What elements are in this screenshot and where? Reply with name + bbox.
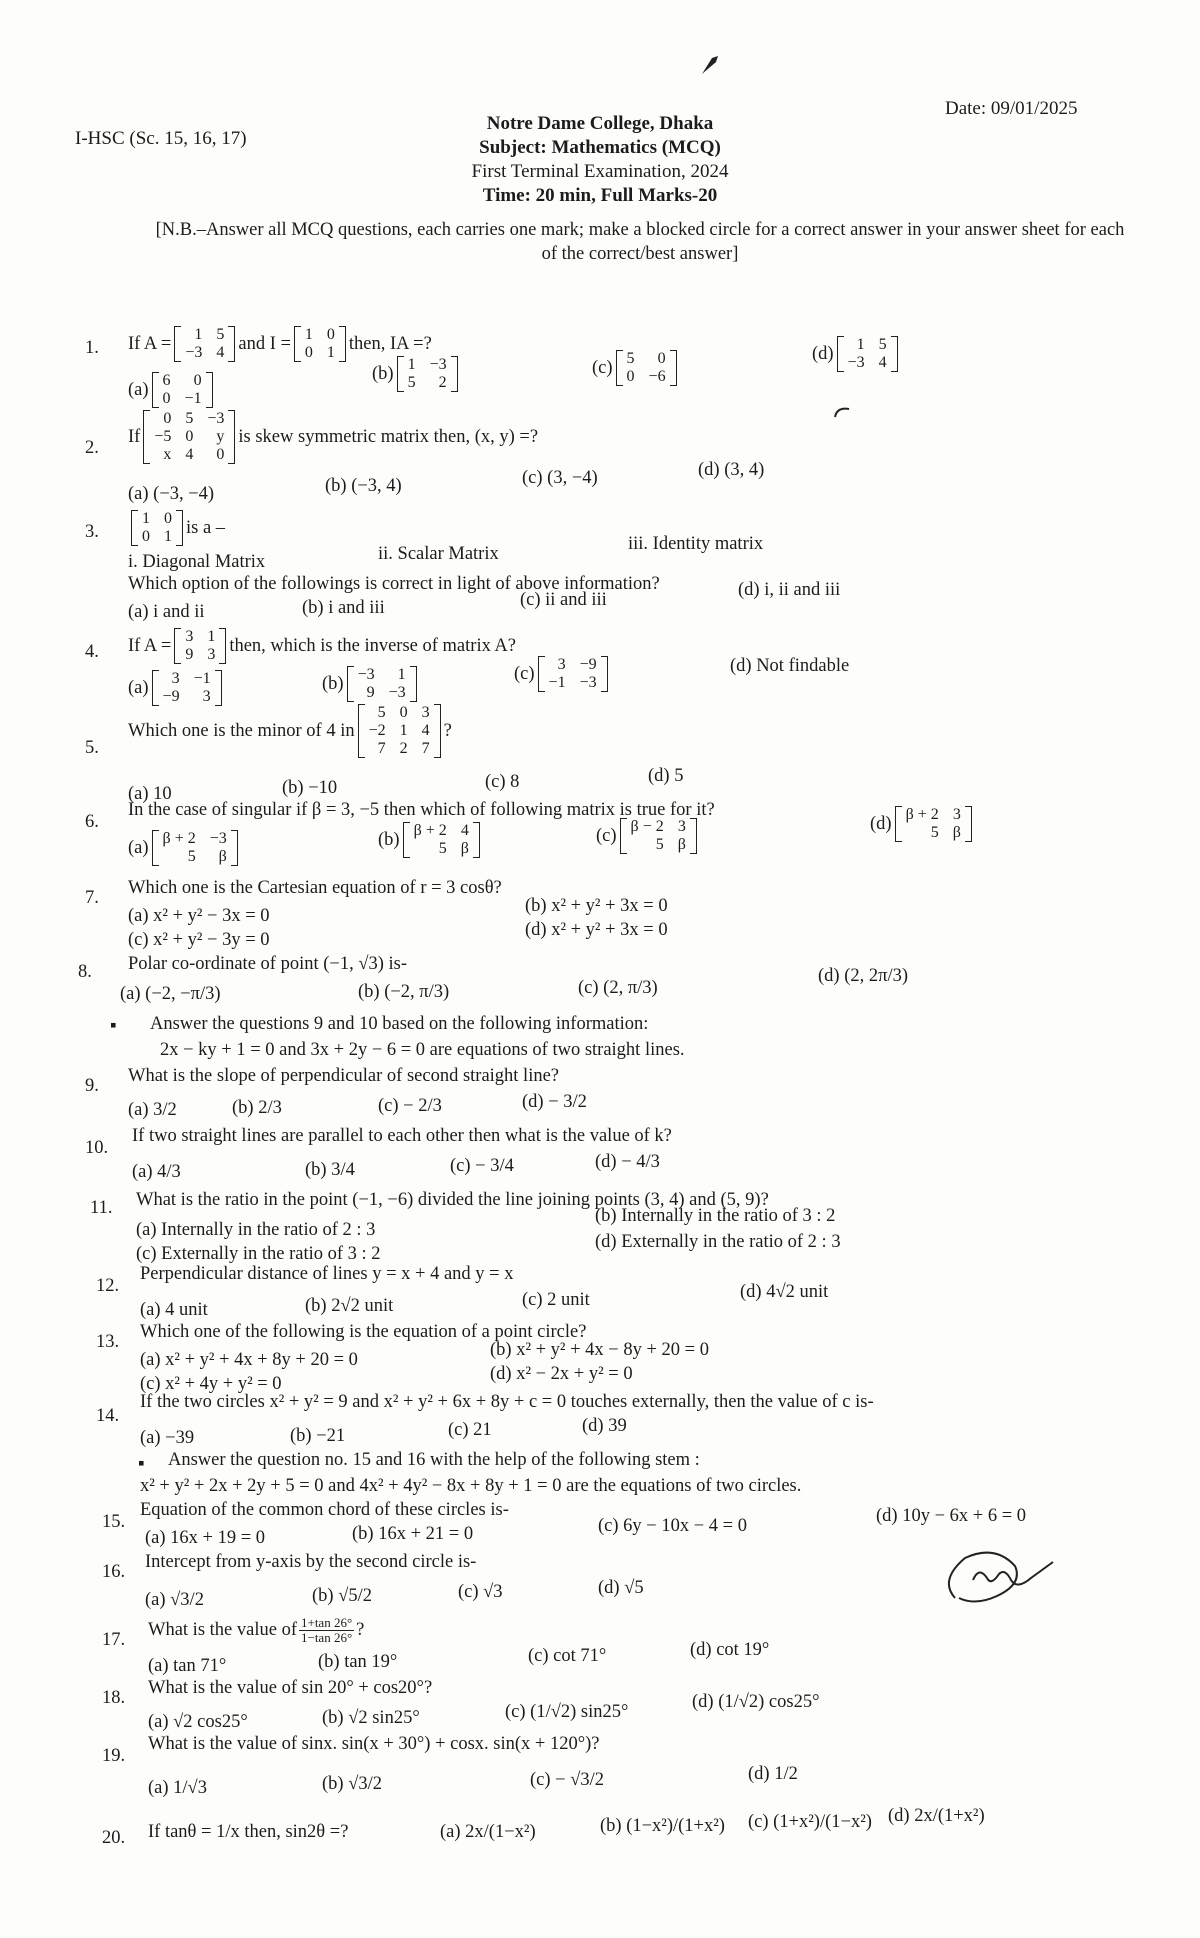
matrix-cell: −9	[579, 656, 597, 673]
q4-post: then, which is the inverse of matrix A?	[229, 635, 517, 656]
q2-option-d: (d) (3, 4)	[698, 460, 765, 480]
matrix-cell: 5	[377, 704, 386, 721]
q1-option-c-label: (c)	[592, 357, 613, 378]
matrix-cell: 1	[856, 336, 865, 353]
matrix-cell: −3	[429, 356, 447, 373]
q11-number: 11.	[90, 1198, 113, 1218]
q15-option-d: (d) 10y − 6x + 6 = 0	[876, 1506, 1026, 1526]
matrix-cell: 2	[399, 740, 408, 757]
q4-option-c-label: (c)	[514, 663, 535, 684]
matrix-cell: 5	[216, 326, 225, 343]
q18-option-d: (d) (1/√2) cos25°	[692, 1692, 820, 1712]
matrix-grid	[159, 830, 231, 866]
q6-text: In the case of singular if β = 3, −5 then which of following matrix is true for it?	[128, 800, 715, 820]
q5-option-a: (a) 10	[128, 784, 172, 804]
matrix-cell: −3	[209, 830, 227, 847]
q18-number: 18.	[102, 1688, 126, 1708]
matrix-cell: 0	[164, 510, 172, 527]
q6-number: 6.	[85, 812, 99, 832]
q19-option-b: (b) √3/2	[322, 1774, 382, 1794]
matrix-cell: β + 2	[905, 806, 939, 823]
matrix-grid	[627, 818, 690, 854]
q3-statement-iii: iii. Identity matrix	[628, 534, 764, 554]
q7-text: Which one is the Cartesian equation of r = 3 cosθ?	[128, 878, 502, 898]
q11-text: What is the ratio in the point (−1, −6) divided the line joining points (3, 4) and (5, 9)?	[136, 1190, 769, 1210]
matrix-cell: 0	[657, 350, 666, 367]
q15-option-a: (a) 16x + 19 = 0	[145, 1528, 266, 1548]
q15-number: 15.	[102, 1512, 126, 1532]
matrix-cell: β	[677, 836, 686, 853]
q17-text-pre: What is the value of	[148, 1620, 297, 1640]
q4-option-a-label: (a)	[128, 677, 149, 698]
q3-matrix	[131, 510, 183, 546]
matrix-cell: β	[218, 848, 227, 865]
class-info: I-HSC (Sc. 15, 16, 17)	[75, 128, 247, 149]
q3-statement-i: i. Diagonal Matrix	[128, 552, 266, 572]
q7-option-a: (a) x² + y² − 3x = 0	[128, 906, 270, 926]
q17-text	[148, 1616, 364, 1645]
q1-matrix-a	[174, 326, 235, 362]
q16-option-a: (a) √3/2	[145, 1590, 204, 1610]
matrix-cell: 3	[557, 656, 566, 673]
matrix-cell: 0	[185, 428, 194, 445]
q9-option-a: (a) 3/2	[128, 1100, 177, 1120]
q6-option-c	[596, 818, 700, 854]
q6-option-a	[128, 830, 241, 866]
q3-option-b: (b) i and iii	[302, 598, 385, 618]
q6-option-a-label: (a)	[128, 837, 149, 858]
q8-option-a: (a) (−2, −π/3)	[120, 984, 221, 1004]
title-block	[380, 112, 820, 208]
q11-option-b: (b) Internally in the ratio of 3 : 2	[595, 1206, 836, 1226]
matrix-cell: 2	[438, 374, 447, 391]
subject-line: Subject: Mathematics (MCQ)	[479, 137, 721, 158]
matrix-cell: 9	[185, 646, 194, 663]
q12-number: 12.	[96, 1276, 120, 1296]
q6-option-b	[378, 822, 483, 858]
q3-option-a: (a) i and ii	[128, 602, 205, 622]
q14-number: 14.	[96, 1406, 120, 1426]
q13-option-b: (b) x² + y² + 4x − 8y + 20 = 0	[490, 1340, 709, 1360]
q3-post: is a –	[186, 517, 226, 538]
matrix-cell: 3	[677, 818, 686, 835]
q20-option-b: (b) (1−x²)/(1+x²)	[600, 1816, 725, 1836]
matrix-cell: β + 2	[413, 822, 447, 839]
matrix-cell: −3	[388, 684, 406, 701]
q13-option-a: (a) x² + y² + 4x + 8y + 20 = 0	[140, 1350, 358, 1370]
q6-option-b-matrix	[403, 822, 480, 858]
matrix-cell: 6	[162, 372, 171, 389]
q4-option-d: (d) Not findable	[730, 656, 850, 676]
q19-number: 19.	[102, 1746, 126, 1766]
matrix-cell: 0	[399, 704, 408, 721]
matrix-grid	[159, 372, 206, 408]
q8-option-d: (d) (2, 2π/3)	[818, 966, 908, 986]
q4-pre: If A =	[128, 635, 172, 656]
matrix-cell: 1	[207, 628, 216, 645]
q17-option-d: (d) cot 19°	[690, 1640, 770, 1660]
q1-option-a-label: (a)	[128, 379, 149, 400]
q13-option-c: (c) x² + 4y + y² = 0	[140, 1374, 282, 1394]
q9-option-d: (d) − 3/2	[522, 1092, 587, 1112]
matrix-grid	[902, 806, 965, 842]
q9-text: What is the slope of perpendicular of second straight line?	[128, 1066, 560, 1086]
exam-date: Date: 09/01/2025	[945, 98, 1078, 119]
q1-option-b-matrix	[397, 356, 458, 392]
q15-option-c: (c) 6y − 10x − 4 = 0	[598, 1516, 747, 1536]
q2-option-a: (a) (−3, −4)	[128, 484, 215, 504]
stem1-bullet: ▪	[110, 1016, 117, 1036]
q8-option-b: (b) (−2, π/3)	[358, 982, 450, 1002]
q10-text: If two straight lines are parallel to each other then what is the value of k?	[132, 1126, 672, 1146]
q19-text: What is the value of sinx. sin(x + 30°) + cosx. sin(x + 120°)?	[148, 1734, 600, 1754]
q20-number: 20.	[102, 1828, 126, 1848]
stray-mark-icon	[833, 405, 851, 421]
matrix-cell: y	[216, 428, 225, 445]
matrix-cell: 0	[326, 326, 335, 343]
matrix-cell: −3	[207, 410, 225, 427]
q4-option-b-label: (b)	[322, 673, 344, 694]
matrix-cell: 1	[407, 356, 416, 373]
q2-option-b: (b) (−3, 4)	[325, 476, 402, 496]
stem1-text: Answer the questions 9 and 10 based on the following information:	[150, 1014, 649, 1034]
instruction-text: [N.B.–Answer all MCQ questions, each carries one mark; make a blocked circle for a correct answer in your answer sheet for each of the correct/best answer]	[155, 220, 1125, 264]
q11-option-c: (c) Externally in the ratio of 3 : 2	[136, 1244, 381, 1264]
matrix-cell: β − 2	[630, 818, 664, 835]
matrix-grid	[181, 326, 228, 362]
matrix-grid	[623, 350, 670, 386]
q4-option-b	[322, 666, 420, 702]
q15-option-b: (b) 16x + 21 = 0	[352, 1524, 474, 1544]
q20-option-c: (c) (1+x²)/(1−x²)	[748, 1812, 872, 1832]
q9-option-c: (c) − 2/3	[378, 1096, 442, 1116]
q4-option-b-matrix	[347, 666, 417, 702]
q7-option-b: (b) x² + y² + 3x = 0	[525, 896, 668, 916]
matrix-cell: 1	[326, 344, 335, 361]
matrix-cell: 5	[185, 410, 194, 427]
q8-option-c: (c) (2, π/3)	[578, 978, 658, 998]
matrix-cell: 5	[655, 836, 664, 853]
q6-option-c-matrix	[620, 818, 697, 854]
matrix-cell: 3	[207, 646, 216, 663]
matrix-cell: 3	[952, 806, 961, 823]
q17-fraction	[299, 1616, 354, 1645]
matrix-cell: 3	[185, 628, 194, 645]
matrix-cell: −3	[185, 344, 203, 361]
exam-line: First Terminal Examination, 2024	[471, 161, 729, 182]
matrix-cell: β	[460, 840, 469, 857]
matrix-cell: −1	[548, 674, 566, 691]
matrix-grid	[159, 670, 215, 706]
matrix-grid	[844, 336, 891, 372]
matrix-grid	[181, 628, 219, 664]
q4-option-a-matrix	[152, 670, 222, 706]
q3-text	[128, 510, 225, 546]
q17-option-c: (c) cot 71°	[528, 1646, 607, 1666]
matrix-cell: 1	[194, 326, 203, 343]
q1-option-b-label: (b)	[372, 363, 394, 384]
stem2-text: Answer the question no. 15 and 16 with the help of the following stem :	[168, 1450, 700, 1470]
q7-number: 7.	[85, 888, 99, 908]
q5-matrix	[358, 704, 441, 758]
q11-option-d: (d) Externally in the ratio of 2 : 3	[595, 1232, 841, 1252]
q20-option-d: (d) 2x/(1+x²)	[888, 1806, 985, 1826]
q5-option-c: (c) 8	[485, 772, 520, 792]
q2-post: is skew symmetric matrix then, (x, y) =?	[238, 426, 539, 447]
q13-text: Which one of the following is the equation of a point circle?	[140, 1322, 587, 1342]
q4-number: 4.	[85, 642, 99, 662]
matrix-cell: −5	[154, 428, 172, 445]
q2-option-c: (c) (3, −4)	[522, 468, 598, 488]
q12-option-a: (a) 4 unit	[140, 1300, 208, 1320]
time-marks-line: Time: 20 min, Full Marks-20	[482, 185, 718, 206]
q17-fraction-denominator: 1−tan 26°	[300, 1630, 353, 1645]
matrix-cell: −1	[193, 670, 211, 687]
q3-number: 3.	[85, 522, 99, 542]
q1-pre: If A =	[128, 333, 172, 354]
q1-mid: and I =	[238, 333, 291, 354]
matrix-cell: −3	[847, 354, 865, 371]
q18-option-b: (b) √2 sin25°	[322, 1708, 420, 1728]
q5-option-d: (d) 5	[648, 766, 684, 786]
q11-option-a: (a) Internally in the ratio of 2 : 3	[136, 1220, 376, 1240]
matrix-cell: 1	[304, 326, 313, 343]
q12-option-c: (c) 2 unit	[522, 1290, 590, 1310]
q7-option-d: (d) x² + y² + 3x = 0	[525, 920, 668, 940]
q10-option-b: (b) 3/4	[305, 1160, 355, 1180]
matrix-grid	[138, 510, 176, 546]
q8-number: 8.	[78, 962, 92, 982]
q6-option-d-label: (d)	[870, 813, 892, 834]
q4-option-a	[128, 670, 225, 706]
q19-option-a: (a) 1/√3	[148, 1778, 207, 1798]
matrix-cell: 1	[164, 528, 172, 545]
matrix-cell: −6	[648, 368, 666, 385]
q6-option-d	[870, 806, 975, 842]
q4-option-c-matrix	[538, 656, 608, 692]
q14-option-a: (a) −39	[140, 1428, 195, 1448]
q19-option-c: (c) − √3/2	[530, 1770, 605, 1790]
matrix-grid	[301, 326, 339, 362]
q17-number: 17.	[102, 1630, 126, 1650]
q1-option-c-matrix	[616, 350, 677, 386]
matrix-cell: 7	[377, 740, 386, 757]
matrix-cell: −9	[162, 688, 180, 705]
q2-matrix	[143, 410, 235, 464]
q4-text	[128, 628, 516, 664]
matrix-cell: 1	[142, 510, 150, 527]
q3-ask: Which option of the followings is correct in light of above information?	[128, 574, 660, 594]
matrix-cell: 4	[185, 446, 194, 463]
matrix-cell: β	[952, 824, 961, 841]
matrix-cell: 4	[216, 344, 225, 361]
matrix-cell: 0	[626, 368, 635, 385]
matrix-cell: 5	[187, 848, 196, 865]
matrix-cell: 0	[216, 446, 225, 463]
q7-option-c: (c) x² + y² − 3y = 0	[128, 930, 270, 950]
q10-number: 10.	[85, 1138, 109, 1158]
q16-text: Intercept from y-axis by the second circle is-	[145, 1552, 477, 1572]
matrix-cell: 5	[878, 336, 887, 353]
q5-text	[128, 704, 452, 758]
q16-option-b: (b) √5/2	[312, 1586, 372, 1606]
q1-option-d-matrix	[837, 336, 898, 372]
q1-matrix-i	[294, 326, 346, 362]
q19-option-d: (d) 1/2	[748, 1764, 798, 1784]
matrix-cell: 3	[421, 704, 430, 721]
matrix-cell: 4	[460, 822, 469, 839]
q13-option-d: (d) x² − 2x + y² = 0	[490, 1364, 633, 1384]
q1-option-d-label: (d)	[812, 343, 834, 364]
matrix-cell: 3	[202, 688, 211, 705]
q12-option-b: (b) 2√2 unit	[305, 1296, 394, 1316]
matrix-cell: 5	[407, 374, 416, 391]
matrix-cell: 0	[304, 344, 313, 361]
q3-statement-ii: ii. Scalar Matrix	[378, 544, 499, 564]
matrix-cell: −2	[368, 722, 386, 739]
q6-option-a-matrix	[152, 830, 238, 866]
q12-option-d: (d) 4√2 unit	[740, 1282, 829, 1302]
q2-number: 2.	[85, 438, 99, 458]
q1-option-d	[812, 336, 901, 372]
q4-option-c	[514, 656, 611, 692]
matrix-cell: −3	[579, 674, 597, 691]
stem2-equations: x² + y² + 2x + 2y + 5 = 0 and 4x² + 4y² − 8x + 8y + 1 = 0 are the equations of two circles.	[140, 1476, 802, 1496]
matrix-cell: β + 2	[162, 830, 196, 847]
matrix-cell: 5	[438, 840, 447, 857]
stem2-bullet: ▪	[138, 1454, 145, 1474]
q20-text: If tanθ = 1/x then, sin2θ =?	[148, 1822, 349, 1842]
matrix-cell: 3	[171, 670, 180, 687]
matrix-grid	[150, 410, 228, 464]
matrix-cell: 0	[193, 372, 202, 389]
q4-matrix	[174, 628, 226, 664]
q18-text: What is the value of sin 20° + cos20°?	[148, 1678, 433, 1698]
college-name: Notre Dame College, Dhaka	[486, 113, 714, 134]
q1-option-c	[592, 350, 680, 386]
q6-option-c-label: (c)	[596, 825, 617, 846]
matrix-cell: 4	[878, 354, 887, 371]
q17-fraction-numerator: 1+tan 26°	[300, 1615, 353, 1630]
q10-option-c: (c) − 3/4	[450, 1156, 514, 1176]
q17-option-a: (a) tan 71°	[148, 1656, 227, 1676]
q6-option-b-label: (b)	[378, 829, 400, 850]
q15-text: Equation of the common chord of these circles is-	[140, 1500, 509, 1520]
q1-post: then, IA =?	[348, 333, 432, 354]
matrix-grid	[365, 704, 434, 758]
q5-pre: Which one is the minor of 4 in	[128, 720, 355, 741]
q9-option-b: (b) 2/3	[232, 1098, 282, 1118]
stem1-equations: 2x − ky + 1 = 0 and 3x + 2y − 6 = 0 are equations of two straight lines.	[160, 1040, 685, 1060]
matrix-cell: 5	[930, 824, 939, 841]
matrix-cell: 4	[421, 722, 430, 739]
matrix-grid	[404, 356, 451, 392]
matrix-cell: 0	[162, 390, 171, 407]
matrix-cell: 0	[142, 528, 150, 545]
matrix-cell: 9	[366, 684, 375, 701]
q2-text	[128, 410, 538, 464]
q12-text: Perpendicular distance of lines y = x + 4 and y = x	[140, 1264, 514, 1284]
q10-option-a: (a) 4/3	[132, 1162, 181, 1182]
q5-option-b: (b) −10	[282, 778, 338, 798]
q13-number: 13.	[96, 1332, 120, 1352]
q14-option-b: (b) −21	[290, 1426, 346, 1446]
q18-option-a: (a) √2 cos25°	[148, 1712, 248, 1732]
q16-number: 16.	[102, 1562, 126, 1582]
matrix-cell: 1	[397, 666, 406, 683]
matrix-cell: 1	[399, 722, 408, 739]
q1-option-a	[128, 372, 216, 408]
q14-option-c: (c) 21	[448, 1420, 492, 1440]
q3-option-c: (c) ii and iii	[520, 590, 607, 610]
matrix-cell: −1	[184, 390, 202, 407]
matrix-grid	[410, 822, 473, 858]
q14-option-d: (d) 39	[582, 1416, 627, 1436]
matrix-cell: x	[163, 446, 172, 463]
signature-icon	[935, 1540, 1065, 1620]
q5-post: ?	[443, 720, 452, 741]
matrix-cell: 5	[626, 350, 635, 367]
matrix-grid	[354, 666, 410, 702]
q17-option-b: (b) tan 19°	[318, 1652, 398, 1672]
q2-pre: If	[128, 426, 141, 447]
matrix-cell: 0	[163, 410, 172, 427]
q5-number: 5.	[85, 738, 99, 758]
pen-mark-icon	[698, 52, 722, 78]
q1-option-a-matrix	[152, 372, 213, 408]
q3-option-d: (d) i, ii and iii	[738, 580, 841, 600]
matrix-cell: −3	[357, 666, 375, 683]
q16-option-d: (d) √5	[598, 1578, 644, 1598]
q8-text: Polar co-ordinate of point (−1, √3) is-	[128, 954, 408, 974]
q17-text-post: ?	[356, 1620, 365, 1640]
q6-option-d-matrix	[895, 806, 972, 842]
q20-option-a: (a) 2x/(1−x²)	[440, 1822, 536, 1842]
q18-option-c: (c) (1/√2) sin25°	[505, 1702, 629, 1722]
q16-option-c: (c) √3	[458, 1582, 503, 1602]
q14-text: If the two circles x² + y² = 9 and x² + y² + 6x + 8y + c = 0 touches externally, then the value of c is-	[140, 1392, 874, 1412]
q9-number: 9.	[85, 1076, 99, 1096]
q1-option-b	[372, 356, 461, 392]
matrix-cell: 7	[421, 740, 430, 757]
q10-option-d: (d) − 4/3	[595, 1152, 660, 1172]
matrix-grid	[545, 656, 601, 692]
q1-number: 1.	[85, 338, 99, 358]
